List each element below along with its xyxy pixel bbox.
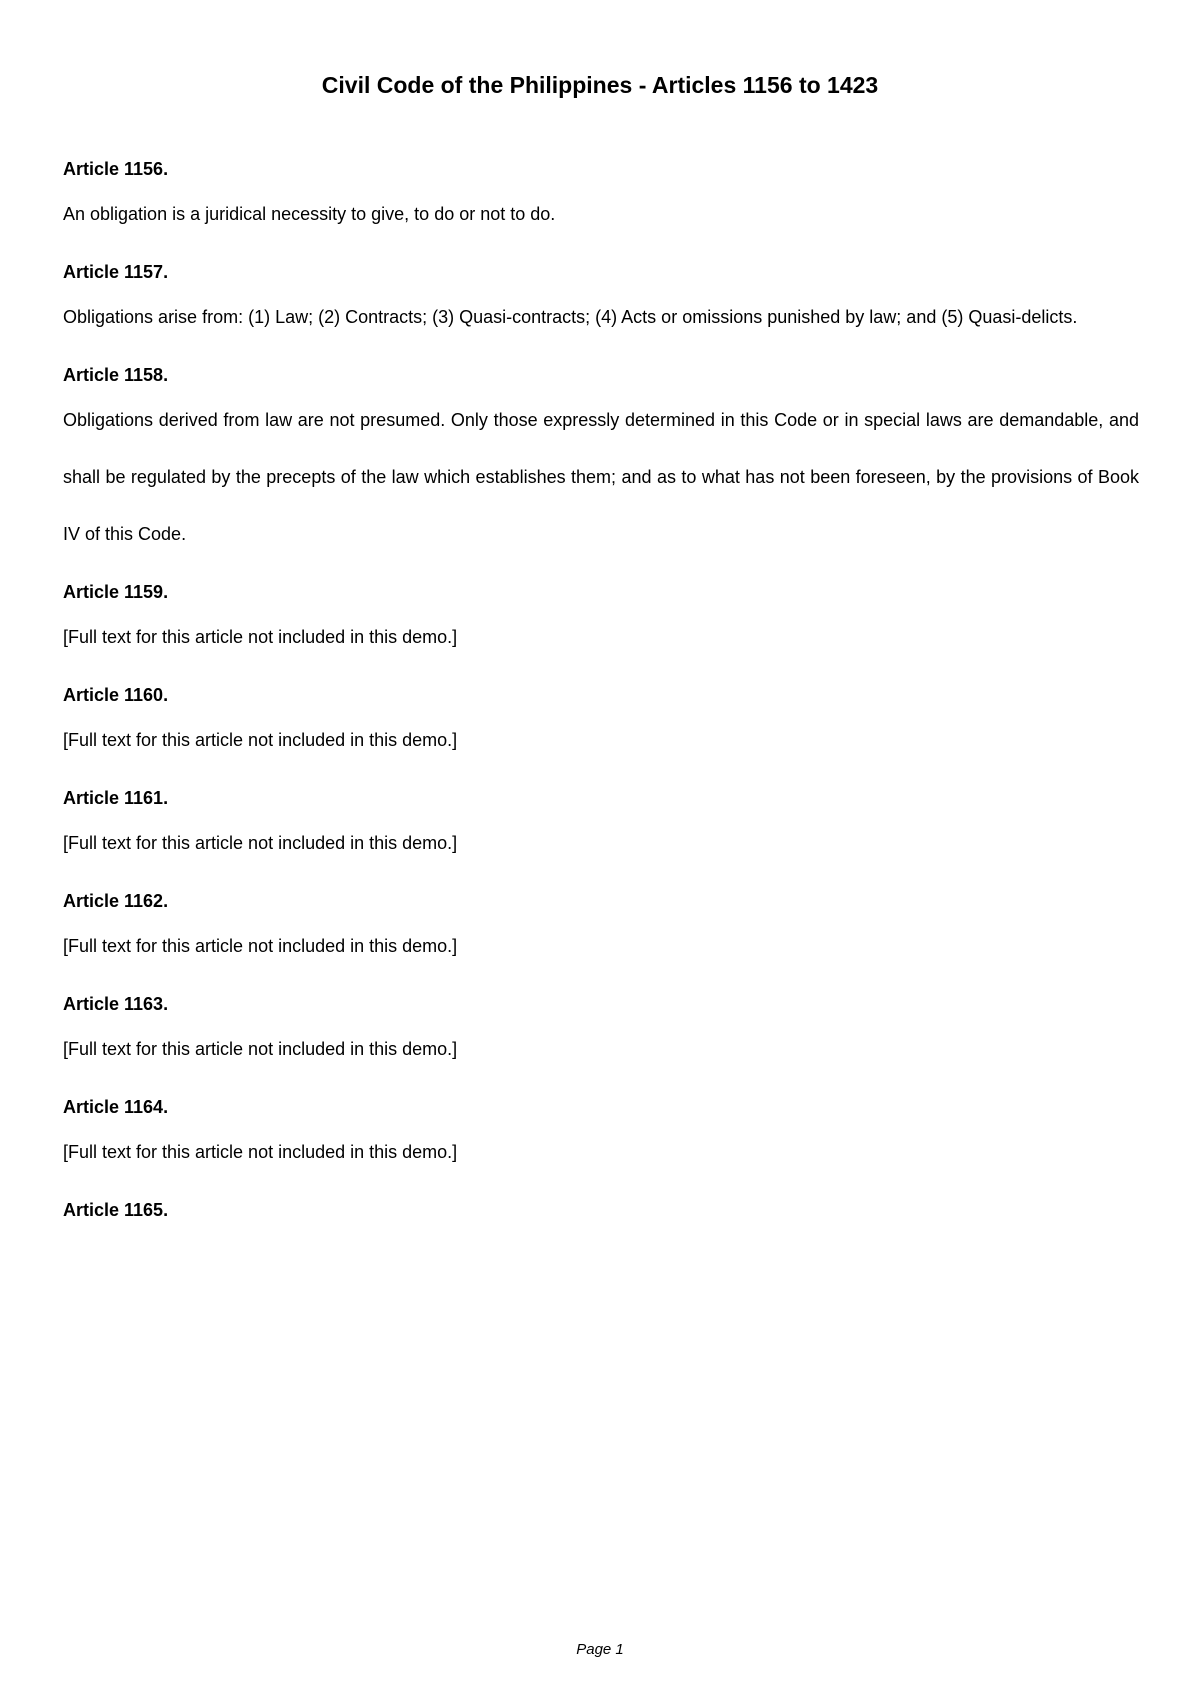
article-heading: Article 1162. (63, 891, 169, 911)
article-1161 (63, 787, 1139, 872)
article-heading: Article 1156. (63, 159, 169, 179)
article-heading: Article 1158. (63, 365, 169, 385)
article-body: [Full text for this article not included in this demo.] (63, 1142, 458, 1162)
article-body: Obligations arise from: (1) Law; (2) Contracts; (3) Quasi-contracts; (4) Acts or omissions punished by law; and (5) Quasi-delicts. (63, 307, 1078, 327)
article-heading: Article 1159. (63, 582, 169, 602)
article-body: [Full text for this article not included in this demo.] (63, 730, 458, 750)
article-body: An obligation is a juridical necessity to give, to do or not to do. (63, 204, 556, 224)
article-1164 (63, 1096, 1139, 1181)
page-number: Page 1 (576, 1641, 624, 1658)
article-1158 (63, 364, 1139, 563)
article-body: [Full text for this article not included in this demo.] (63, 627, 458, 647)
article-body: [Full text for this article not included in this demo.] (63, 936, 458, 956)
article-1159 (63, 581, 1139, 666)
article-heading: Article 1157. (63, 262, 169, 282)
article-body: [Full text for this article not included in this demo.] (63, 1039, 458, 1059)
article-1162 (63, 890, 1139, 975)
document-title: Civil Code of the Philippines - Articles 1156 to 1423 (321, 72, 879, 98)
article-heading: Article 1161. (63, 788, 169, 808)
article-heading: Article 1164. (63, 1097, 169, 1117)
article-heading: Article 1165. (63, 1200, 169, 1220)
document-content (63, 158, 1139, 1243)
article-1163 (63, 993, 1139, 1078)
article-1165 (63, 1199, 1139, 1221)
article-1156 (63, 158, 1139, 243)
article-heading: Article 1163. (63, 994, 169, 1014)
article-1160 (63, 684, 1139, 769)
article-body: Obligations derived from law are not presumed. Only those expressly determined in this Code or in special laws are demandable, and shall be regulated by the precepts of the law which establishes them; and as to what has not been foreseen, by the provisions of Book IV of this Code. (63, 410, 1139, 544)
article-1157 (63, 261, 1139, 346)
article-heading: Article 1160. (63, 685, 169, 705)
article-body: [Full text for this article not included in this demo.] (63, 833, 458, 853)
